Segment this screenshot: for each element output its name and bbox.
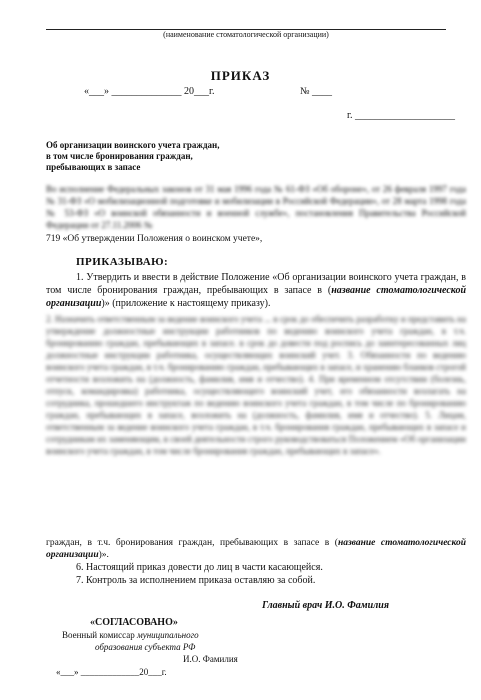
preamble-visible-end: 719 «Об утверждении Положения о воинском учете», [46,234,263,244]
paragraph-5-end [46,537,466,561]
body-blurred-text: 2. Назначить ответственным за ведение воинского учета ... в срок до обеспечить разработку и представить на утверждение должностные инструкции работников по ведению воинского учета граждан, в т.ч. бронированию граждан, пребывающих в запасе. в срок до довести под роспись до заинтересованных лиц должностные инструкции работника, осуществляющих воинский учет. 3. Обязанности по ведению воинского учета граждан, в т.ч. бронированию граждан, пребывающих в запасе, и хранению бланков строгой отчетности возложить на (должность, фамилия, имя и отчество). 4. При временном отсутствии (болезнь, отпуск, командировка) работника, осуществляющего воинский учет, его обязанности возлагать на сотрудника, прошедшего инструктаж по ведению воинского учета граждан, в том числе по бронированию граждан, пребывающих в запасе, возложить на (должность, фамилия, имя и отчество). 5. Лицам, ответственным за ведение воинского учета граждан, в т.ч. бронирования граждан, пребывающих в запасе и сотрудникам их заменяющим, в своей деятельности строго руководствоваться Положением «Об организации воинского учета граждан, в том числе бронирования граждан, пребывающих в запасе». [46,314,466,456]
commissar-subtitle: образования субъекта РФ [95,642,196,652]
paragraph-6: 6. Настоящий приказ довести до лиц в части касающейся. [76,562,323,573]
subject-line-3: пребывающих в запасе [46,162,141,172]
approval-date: «___» _____________20___г. [56,667,167,677]
paragraph-1 [46,271,466,310]
commissar-title [62,630,199,640]
order-number-field: № ____ [300,86,333,97]
p5-italic: название стоматологической организации [46,538,466,560]
subject-line-1: Об организации воинского учета граждан, [46,140,220,150]
order-heading: ПРИКАЗЫВАЮ: [76,256,169,268]
p5-text-before: граждан, в т.ч. бронирования граждан, пребывающих в запасе в ( [46,538,338,548]
paragraph-7: 7. Контроль за исполнением приказа оставляю за собой. [76,575,316,586]
p5-text-after: )». [98,550,109,560]
commissar-name: И.О. Фамилия [183,654,238,664]
subject-line-2: в том числе бронирования граждан, [46,151,193,161]
order-date-field: «___» ______________ 20___г. [84,86,215,97]
p1-text-before: 1. Утвердить и ввести в действие Положение «Об организации воинского учета граждан, в том числе бронирования граждан, пребывающих в запасе в ( [46,272,466,296]
commissar-plain: Военный комиссар [62,630,137,640]
commissar-italic: муниципального [136,630,199,640]
p1-italic: название стоматологической организации [46,285,467,309]
p1-text-after: )» (приложение к настоящему приказу). [101,298,271,309]
approval-heading: «СОГЛАСОВАНО» [90,617,178,628]
order-subject [46,140,306,173]
preamble-blurred-text: Во исполнение Федеральных законов от 31 мая 1996 года № 61-ФЗ «Об обороне», от 26 февраля 1997 года № 31-ФЗ «О мобилизационной подготовке и мобилизации в Российской Федерации», от 28 марта 1998 года № 53-ФЗ «О воинской обязанности и военной службе», постановления Правительства Российской Федерации от 27.11.2006 № [46,184,466,230]
org-name-caption: (наименование стоматологической организации) [163,30,329,39]
document-title: ПРИКАЗ [210,68,271,83]
signer-line: Главный врач И.О. Фамилия [262,600,390,611]
city-field: г. ____________________ [347,110,455,121]
